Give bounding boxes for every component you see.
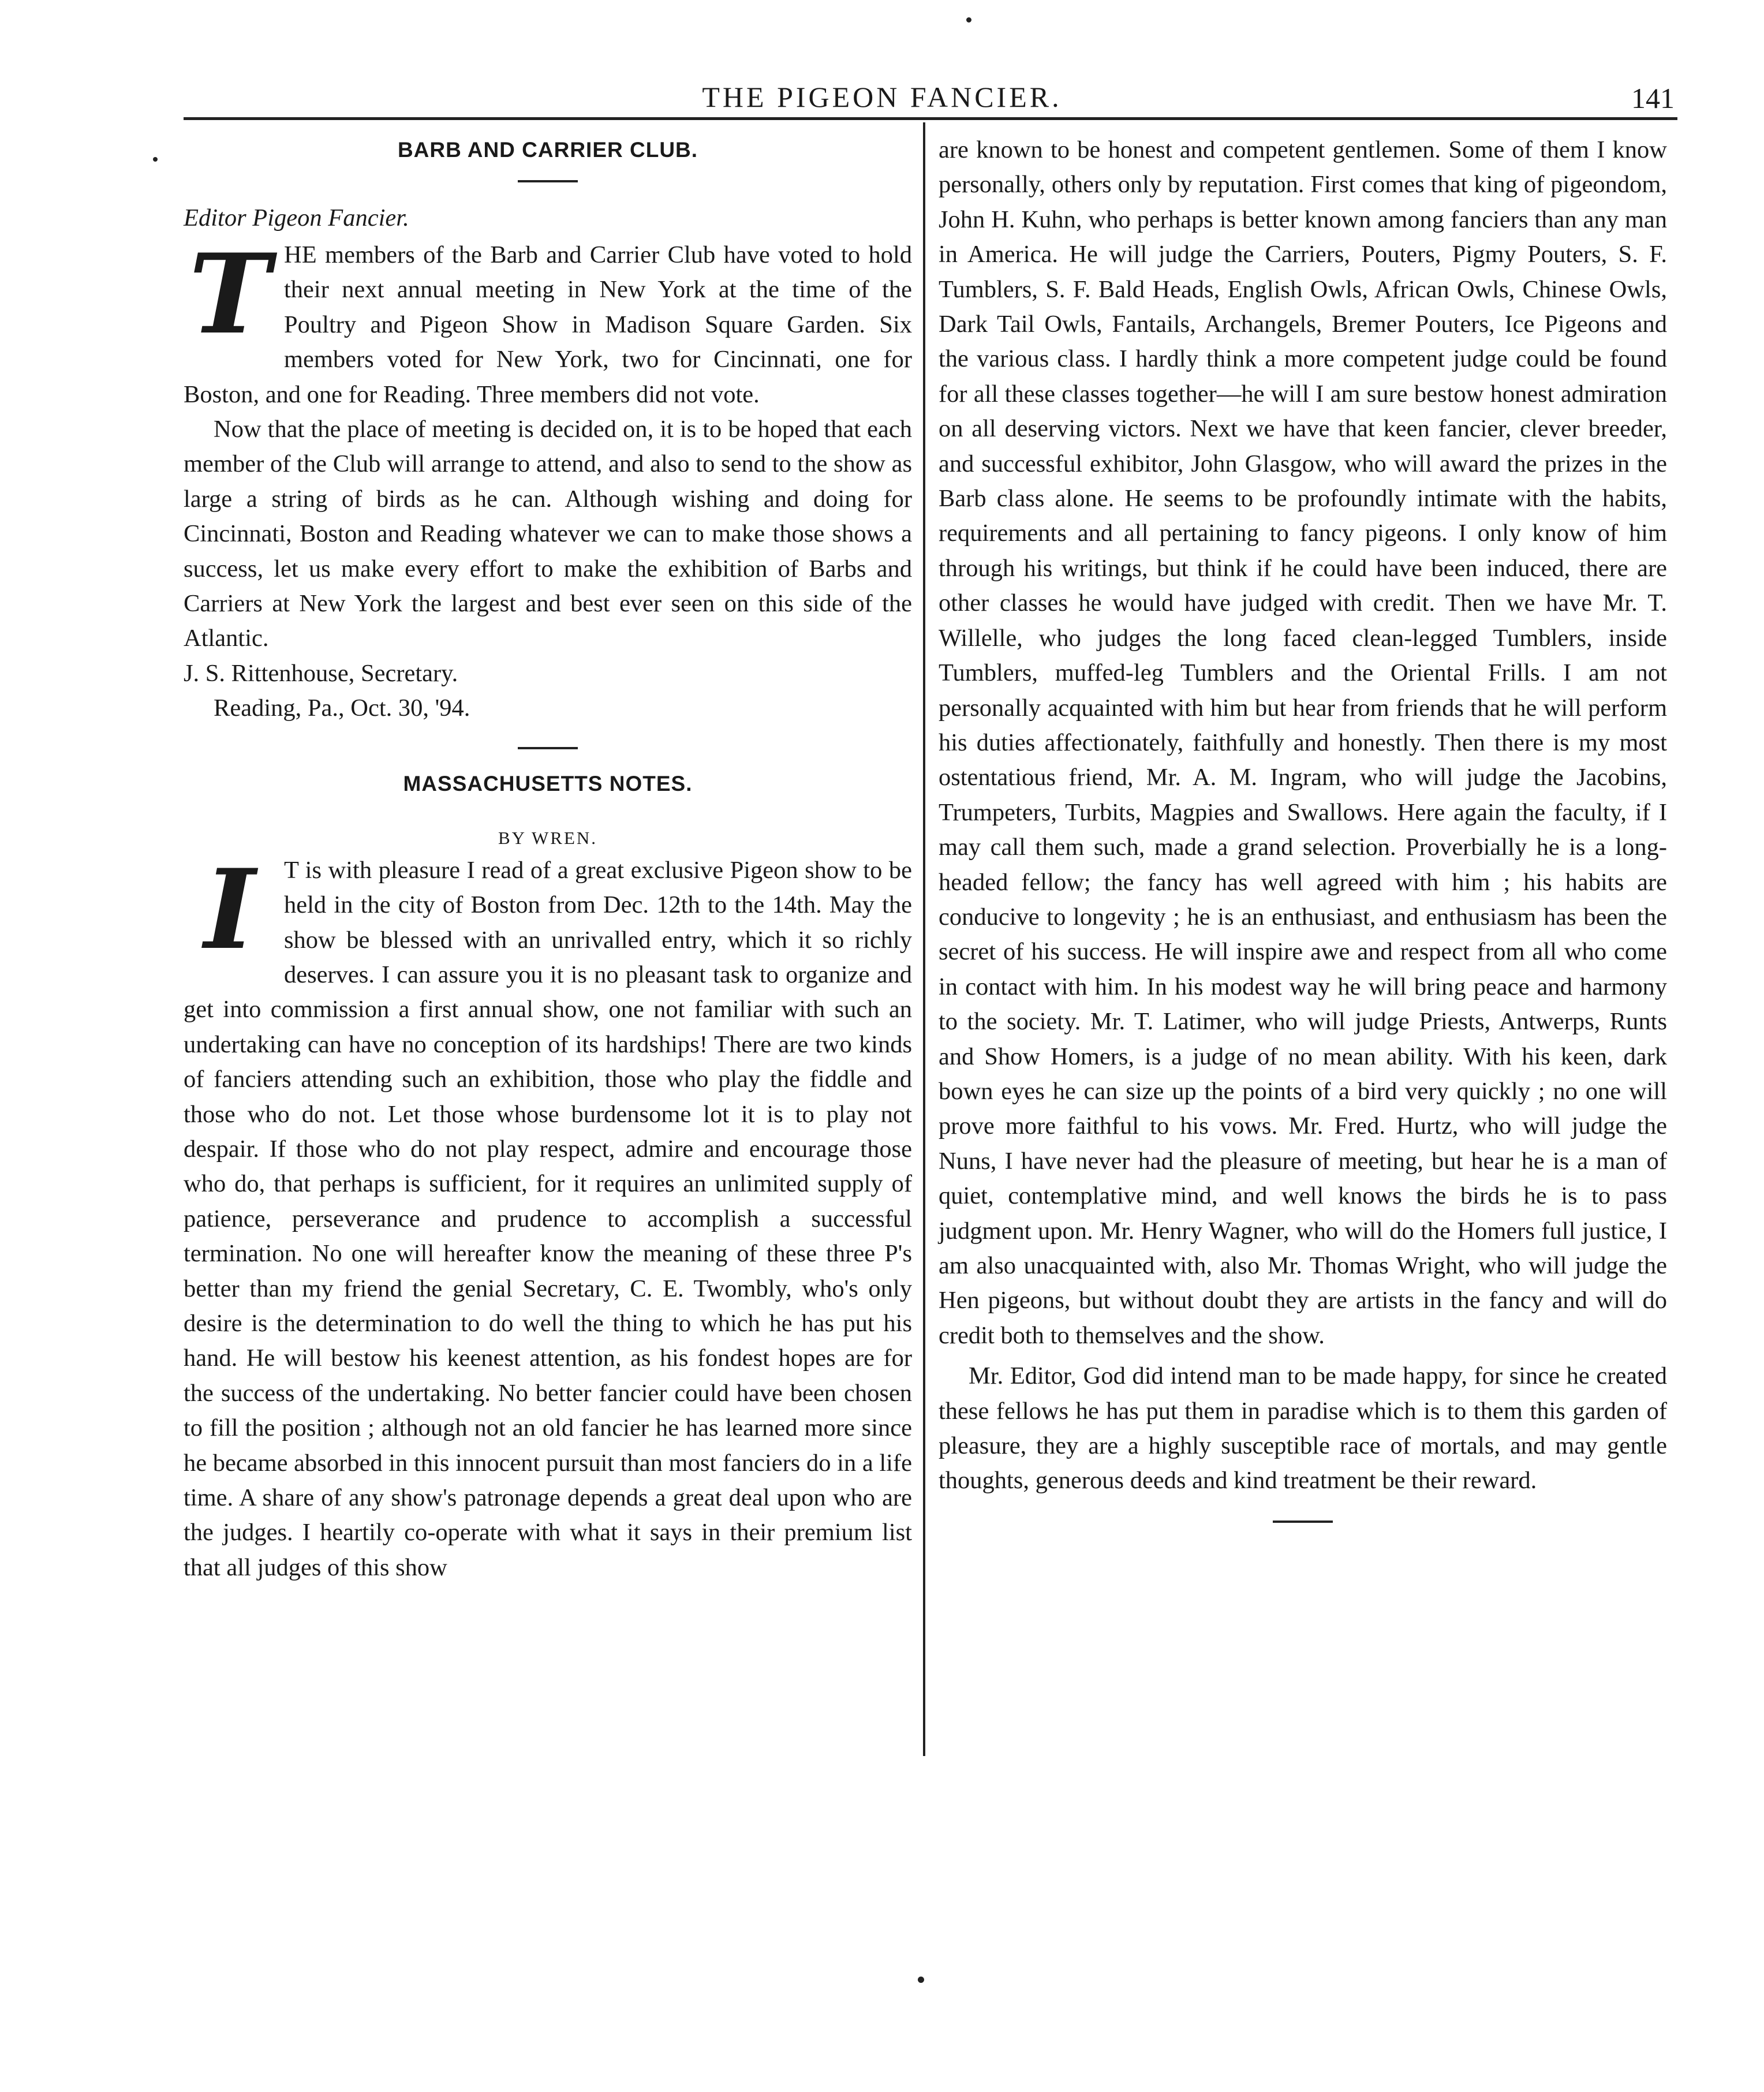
section-rule [518,747,578,749]
paragraph: HE members of the Barb and Carrier Club have voted to hold their next annual meeting in New York at the time of the Poultry and Pigeon Show in Madison Square Garden. Six members voted for New York, two for Cincinnati, one for Boston, and one for Reading. Three members did not vote. [184,241,912,408]
paragraph: T is with pleasure I read of a great exclusive Pigeon show to be held in the city of Boston from Dec. 12th to the 14th. May the show be blessed with an unrivalled entry, which it so richly deserves. I can assure you it is no pleasant task to organize and get into commission a first annual show, one not familiar with such an undertaking can have no conception of its hardships! There are two kinds of fanciers attending such an exhibition, those who play the fiddle and those who do not. Let those whose burdensome lot it is to play not despair. If those who do not play respect, admire and encourage those who do, that perhaps is sufficient, for it requires an unlimited supply of patience, perseverance and prudence to accomplish a successful termination. No one will hereafter know the meaning of these three P's better than my friend the genial Secretary, C. E. Twombly, who's only desire is the determination to do well the thing to which he has put his hand. He will bestow his keenest attention, as his fondest hopes are for the success of the undertaking. No better fancier could have been chosen to fill the position ; although not an old fancier he has learned more since he became absorbed in this innocent pursuit than most fanciers do in a life time. A share of any show's patronage depends a great deal upon who are the judges. I heartily co-operate with what it says in their premium list that all judges of this show [184,856,912,1581]
right-column [939,133,1667,1540]
column-divider [923,122,925,1756]
page-number: 141 [1631,82,1675,114]
heading-rule [518,180,578,182]
ornamental-dropcap-i: I [204,845,256,974]
page-title: THE PIGEON FANCIER. [702,81,1062,113]
article-body-massachusetts [184,845,912,1586]
paragraph: Mr. Editor, God did intend man to be made happy, for since he created these fellows he has put them in paradise which is to them this garden of pleasure, they are a highly susceptible race of mortals, and may gentle thoughts, generous deeds and kind treatment be their reward. [939,1362,1667,1495]
end-rule [1273,1521,1333,1523]
ink-speck-left [153,157,158,162]
header-rule [184,117,1677,120]
article-body-barb-carrier [184,230,912,726]
dateline: Reading, Pa., Oct. 30, '94. [214,694,470,722]
left-column [184,133,912,1585]
ink-speck-bottom [918,1977,924,1983]
salutation: Editor Pigeon Fancier. [184,204,409,231]
paragraph: are known to be honest and competent gentlemen. Some of them I know personally, others only by reputation. First comes that king of pigeondom, John H. Kuhn, who perhaps is better known among fanciers than any man in America. He will judge the Carriers, Pouters, Pigmy Pouters, S. F. Tumblers, S. F. Bald Heads, English Owls, African Owls, Chinese Owls, Dark Tail Owls, Fantails, Archangels, Bremer Pouters, Ice Pigeons and the various class. I hardly think a more competent judge could be found for all these classes together—he will I am sure bestow honest admiration on all deserving victors. Next we have that keen fancier, clever breeder, and successful exhibitor, John Glasgow, who will award the prizes in the Barb class alone. He seems to be profoundly intimate with the habits, requirements and all pertaining to fancy pigeons. I only know of him through his writings, but think if he could have been induced, there are other classes he would have judged with credit. Then we have Mr. T. Willelle, who judges the long faced clean-legged Tumblers, inside Tumblers, muffed-leg Tumblers and the Oriental Frills. I am not personally acquainted with him but hear from friends that he will perform his duties affectionately, faithfully and honestly. Then there is my most ostentatious friend, Mr. A. M. Ingram, who will judge the Jacobins, Trumpeters, Turbits, Magpies and Swallows. Here again the faculty, if I may call them such, made a grand selection. Proverbially he is a long-headed fellow; the fancy has well agreed with him ; his habits are conducive to longevity ; he is an enthusiast, and enthusiasm has been the secret of his success. He will inspire awe and respect from all who come in contact with him. In his modest way he will bring peace and harmony to the society. Mr. T. Latimer, who will judge Priests, Antwerps, Runts and Show Homers, is a judge of no mean ability. With his keen, dark bown eyes he can size up the points of a bird very quickly ; no one will prove more faithful to his vows. Mr. Fred. Hurtz, who will judge the Nuns, I have never had the pleasure of meeting, but hear he is a man of quiet, contemplative mind, and well knows the birds he is to pass judgment upon. Mr. Henry Wagner, who will do the Homers full justice, I am also unacquainted with, also Mr. Thomas Wright, who will judge the Hen pigeons, but without doubt they are artists in the fancy and will do credit both to themselves and the show. [939,136,1667,1349]
ink-speck-top [966,17,971,23]
article-heading-massachusetts: MASSACHUSETTS NOTES. [403,771,693,795]
byline: BY WREN. [498,827,598,848]
signature: J. S. Rittenhouse, Secretary. [184,659,458,687]
ornamental-dropcap-t: T [189,230,271,358]
article-heading-barb-carrier: BARB AND CARRIER CLUB. [397,138,698,162]
paragraph: Now that the place of meeting is decided on, it is to be hoped that each member of the Club will arrange to attend, and also to send to the show as large a string of birds as he can. Although wishing and doing for Cincinnati, Boston and Reading whatever we can to make those shows a success, let us make every effort to make the exhibition of Barbs and Carriers at New York the largest and best ever seen on this side of the Atlantic. [184,416,912,652]
